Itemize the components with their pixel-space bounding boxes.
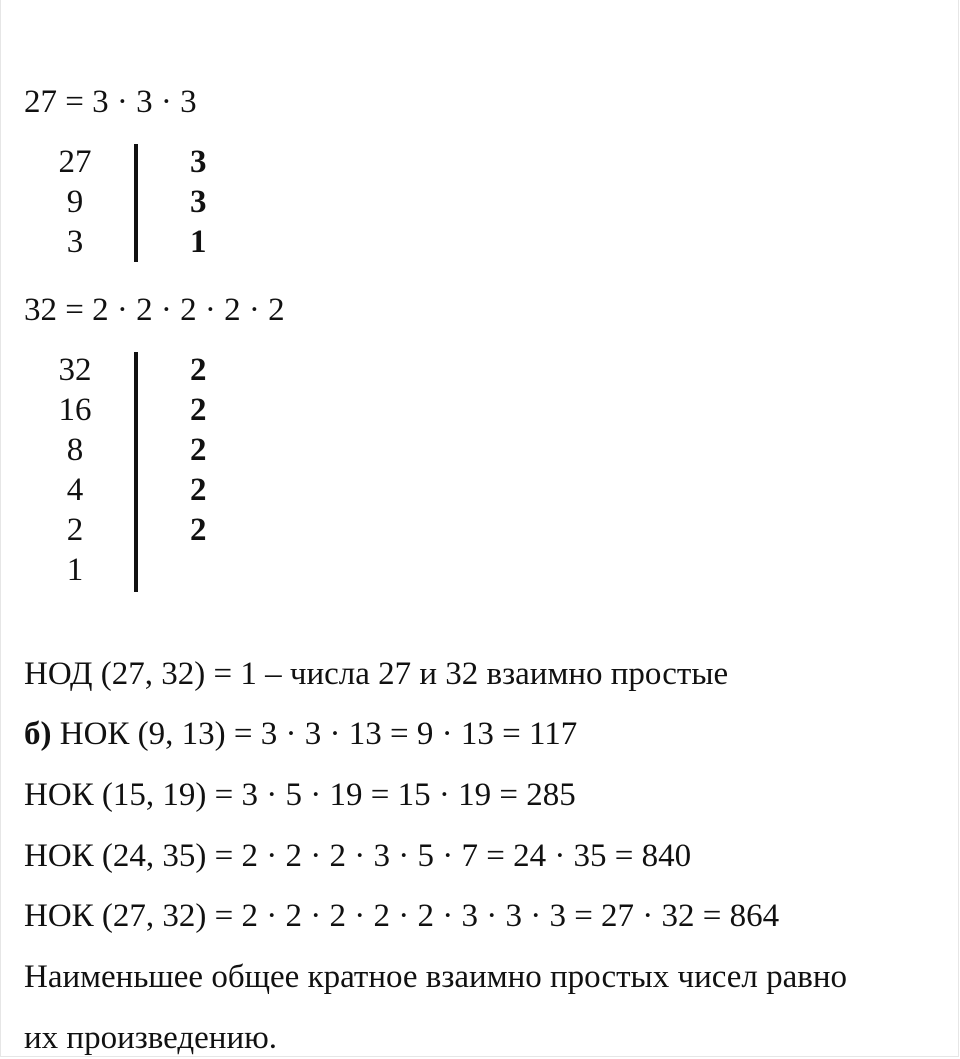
- gcd-conclusion: НОД (27, 32) = 1 – числа 27 и 32 взаимно простые: [24, 656, 729, 692]
- factor-divisor: 3: [190, 144, 207, 180]
- factor-divider-line: [134, 352, 138, 592]
- final-statement-line-1: Наименьшее общее кратное взаимно простых чисел равно: [24, 959, 848, 995]
- factor-divisor: 2: [190, 512, 207, 548]
- final-statement-line-2: их произведению.: [24, 1020, 278, 1056]
- factor-number: 8: [66, 432, 84, 468]
- equation-27: 27 = 3 · 3 · 3: [24, 84, 197, 120]
- factor-divisor: 2: [190, 352, 207, 388]
- factor-number: 32: [58, 352, 92, 388]
- factor-number: 2: [66, 512, 84, 548]
- part-b-label: б): [24, 716, 52, 752]
- factor-divisor: 3: [190, 184, 207, 220]
- factor-number: 9: [66, 184, 84, 220]
- lcm-line-4: НОК (27, 32) = 2 · 2 · 2 · 2 · 2 · 3 · 3 · 3 = 27 · 32 = 864: [24, 898, 780, 934]
- factor-divisor: 2: [190, 432, 207, 468]
- factor-divider-line: [134, 144, 138, 262]
- lcm-line-3: НОК (24, 35) = 2 · 2 · 2 · 3 · 5 · 7 = 24 · 35 = 840: [24, 838, 692, 874]
- factor-number: 3: [66, 224, 84, 260]
- lcm-line-1-text: НОК (9, 13) = 3 · 3 · 13 = 9 · 13 = 117: [51, 716, 578, 752]
- factor-divisor: 2: [190, 472, 207, 508]
- factor-number: 16: [58, 392, 92, 428]
- factor-divisor: 1: [190, 224, 207, 260]
- factor-number: 4: [66, 472, 84, 508]
- factor-divisor: 2: [190, 392, 207, 428]
- lcm-line-2: НОК (15, 19) = 3 · 5 · 19 = 15 · 19 = 285: [24, 777, 576, 813]
- equation-32: 32 = 2 · 2 · 2 · 2 · 2: [24, 292, 285, 328]
- factor-number: 1: [66, 552, 84, 588]
- lcm-line-1: [24, 714, 577, 754]
- factor-number: 27: [58, 144, 92, 180]
